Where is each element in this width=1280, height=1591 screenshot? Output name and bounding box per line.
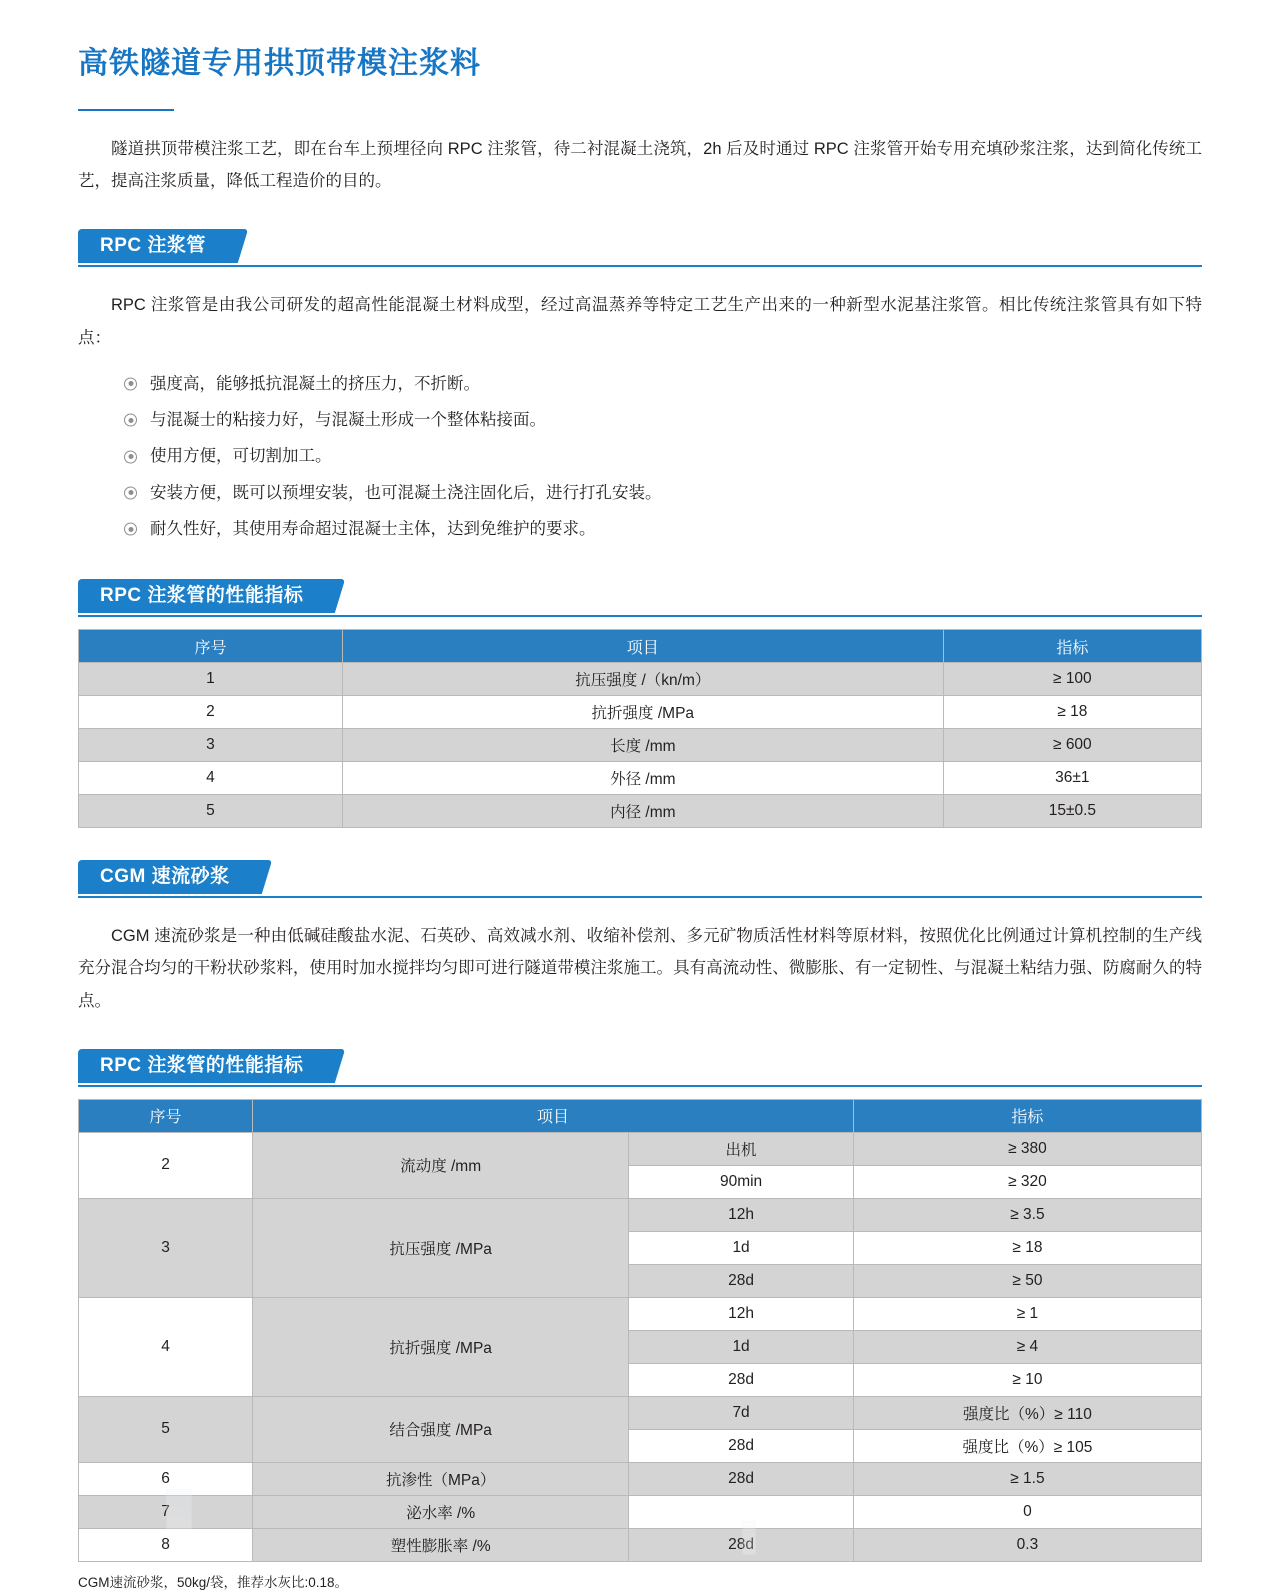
- cell-index: ≥ 4: [853, 1330, 1201, 1363]
- cell-index: 36±1: [943, 762, 1201, 795]
- table-header-row: [79, 630, 1202, 663]
- cell-no: 3: [79, 729, 343, 762]
- cgm-spec-table: [78, 1099, 1202, 1562]
- section-header-rpc-pipe: [78, 229, 1202, 267]
- rpc-pipe-feature-list: [78, 366, 1202, 547]
- list-item-label: 耐久性好，其使用寿命超过混凝士主体，达到免维护的要求。: [150, 519, 596, 538]
- section-underline: [78, 1085, 1202, 1087]
- circle-bullet-icon: [124, 414, 137, 427]
- table-row: [79, 729, 1202, 762]
- title-divider: [78, 109, 174, 111]
- document-page: [0, 20, 1280, 1590]
- cell-no: 5: [79, 795, 343, 828]
- cell-condition: 7d: [629, 1396, 854, 1429]
- cell-condition: 90min: [629, 1165, 854, 1198]
- cell-no: 3: [79, 1198, 253, 1297]
- list-item: [124, 475, 1202, 511]
- table-row: [79, 1495, 1202, 1528]
- cgm-paragraph: CGM 速流砂浆是一种由低碱硅酸盐水泥、石英砂、高效减水剂、收缩补偿剂、多元矿物质活性材料等原材料，按照优化比例通过计算机控制的生产线充分混合均匀的干粉状砂浆料，使用时加水搅拌均匀即可进行隧道带模注浆施工。具有高流动性、微膨胀、有一定韧性、与混凝土粘结力强、防腐耐久的特点。: [78, 927, 1202, 1010]
- cell-item: 内径 /mm: [342, 795, 943, 828]
- cell-item: 抗渗性（MPa）: [253, 1462, 629, 1495]
- cell-condition: 28d: [629, 1264, 854, 1297]
- section-title-rpc-spec: RPC 注浆管的性能指标: [78, 579, 329, 613]
- list-item: [124, 438, 1202, 474]
- cell-condition: 28d: [629, 1462, 854, 1495]
- table-row: [79, 1396, 1202, 1429]
- table-row: [79, 1198, 1202, 1231]
- cell-item: 抗压强度 /（kn/m）: [342, 663, 943, 696]
- section-title-cgm: CGM 速流砂浆: [78, 860, 256, 894]
- column-header-item: 项目: [342, 630, 943, 663]
- table-header-row: [79, 1099, 1202, 1132]
- table-row: [79, 762, 1202, 795]
- cell-condition: 28d: [629, 1528, 854, 1561]
- cell-no: 4: [79, 1297, 253, 1396]
- cell-item: 结合强度 /MPa: [253, 1396, 629, 1462]
- cell-item: 外径 /mm: [342, 762, 943, 795]
- table-row: [79, 1462, 1202, 1495]
- cell-index: ≥ 10: [853, 1363, 1201, 1396]
- cell-no: 8: [79, 1528, 253, 1561]
- cell-index: ≥ 18: [943, 696, 1201, 729]
- list-item-label: 与混凝士的粘接力好，与混凝土形成一个整体粘接面。: [150, 411, 546, 430]
- cell-no: 1: [79, 663, 343, 696]
- cell-item: 流动度 /mm: [253, 1132, 629, 1198]
- cell-index: ≥ 380: [853, 1132, 1201, 1165]
- table-row: [79, 696, 1202, 729]
- cell-condition: 28d: [629, 1363, 854, 1396]
- column-header-item: 项目: [253, 1099, 854, 1132]
- cell-condition: 28d: [629, 1429, 854, 1462]
- cell-no: 7: [79, 1495, 253, 1528]
- section-header-cgm-spec: [78, 1049, 1202, 1087]
- cell-no: 2: [79, 696, 343, 729]
- cell-index: ≥ 50: [853, 1264, 1201, 1297]
- decorative-watermark-center: [742, 1521, 756, 1555]
- list-item: [124, 511, 1202, 547]
- cell-item: 长度 /mm: [342, 729, 943, 762]
- circle-bullet-icon: [124, 523, 137, 536]
- cell-item: 抗折强度 /MPa: [253, 1297, 629, 1396]
- column-header-no: 序号: [79, 630, 343, 663]
- list-item-label: 使用方便，可切割加工。: [150, 447, 332, 466]
- cell-index: ≥ 1.5: [853, 1462, 1201, 1495]
- cell-index: 15±0.5: [943, 795, 1201, 828]
- cell-index: ≥ 600: [943, 729, 1201, 762]
- cell-no: 4: [79, 762, 343, 795]
- cell-index: ≥ 1: [853, 1297, 1201, 1330]
- list-item: [124, 402, 1202, 438]
- cell-condition: 1d: [629, 1231, 854, 1264]
- section-underline: [78, 265, 1202, 267]
- section-underline: [78, 615, 1202, 617]
- table-row: [79, 1528, 1202, 1561]
- circle-bullet-icon: [124, 377, 137, 390]
- rpc-pipe-paragraph: RPC 注浆管是由我公司研发的超高性能混凝土材料成型，经过高温蒸养等特定工艺生产出来的一种新型水泥基注浆管。相比传统注浆管具有如下特点：: [78, 296, 1202, 347]
- cell-no: 6: [79, 1462, 253, 1495]
- section-title-cgm-spec: RPC 注浆管的性能指标: [78, 1049, 329, 1083]
- cell-index: 强度比（%）≥ 110: [853, 1396, 1201, 1429]
- cell-condition: 出机: [629, 1132, 854, 1165]
- cell-condition: 1d: [629, 1330, 854, 1363]
- table-row: [79, 1132, 1202, 1165]
- cell-item: 抗折强度 /MPa: [342, 696, 943, 729]
- section-header-cgm: [78, 860, 1202, 898]
- cell-index: ≥ 3.5: [853, 1198, 1201, 1231]
- cell-item: 塑性膨胀率 /%: [253, 1528, 629, 1561]
- section-underline: [78, 896, 1202, 898]
- circle-bullet-icon: [124, 450, 137, 463]
- cell-item: 泌水率 /%: [253, 1495, 629, 1528]
- table-row: [79, 663, 1202, 696]
- column-header-no: 序号: [79, 1099, 253, 1132]
- cell-condition: 12h: [629, 1297, 854, 1330]
- list-item-label: 安装方便，既可以预埋安装，也可混凝土浇注固化后，进行打孔安装。: [150, 483, 662, 502]
- cell-index: 0: [853, 1495, 1201, 1528]
- decorative-watermark-left: [166, 1489, 192, 1529]
- cell-index: ≥ 320: [853, 1165, 1201, 1198]
- list-item-label: 强度高，能够抵抗混凝土的挤压力，不折断。: [150, 374, 480, 393]
- cell-no: 2: [79, 1132, 253, 1198]
- cell-index: ≥ 18: [853, 1231, 1201, 1264]
- cell-index: 强度比（%）≥ 105: [853, 1429, 1201, 1462]
- rpc-spec-table: [78, 629, 1202, 828]
- cell-index: 0.3: [853, 1528, 1201, 1561]
- list-item: [124, 366, 1202, 402]
- table-row: [79, 1297, 1202, 1330]
- page-title: 高铁隧道专用拱顶带模注浆料: [78, 47, 481, 81]
- table-row: [79, 795, 1202, 828]
- cell-condition: 12h: [629, 1198, 854, 1231]
- section-header-rpc-spec: [78, 579, 1202, 617]
- cell-item: 抗压强度 /MPa: [253, 1198, 629, 1297]
- column-header-index: 指标: [943, 630, 1201, 663]
- intro-paragraph: 隧道拱顶带模注浆工艺，即在台车上预埋径向 RPC 注浆管，待二衬混凝土浇筑，2h 后及时通过 RPC 注浆管开始专用充填砂浆注浆，达到简化传统工艺，提高注浆质量，降低工程造价的目的。: [78, 140, 1202, 191]
- table-footnote: CGM速流砂浆，50kg/袋，推荐水灰比:0.18。: [78, 1574, 349, 1590]
- cell-no: 5: [79, 1396, 253, 1462]
- column-header-index: 指标: [853, 1099, 1201, 1132]
- section-title-rpc-pipe: RPC 注浆管: [78, 229, 232, 263]
- circle-bullet-icon: [124, 486, 137, 499]
- cell-index: ≥ 100: [943, 663, 1201, 696]
